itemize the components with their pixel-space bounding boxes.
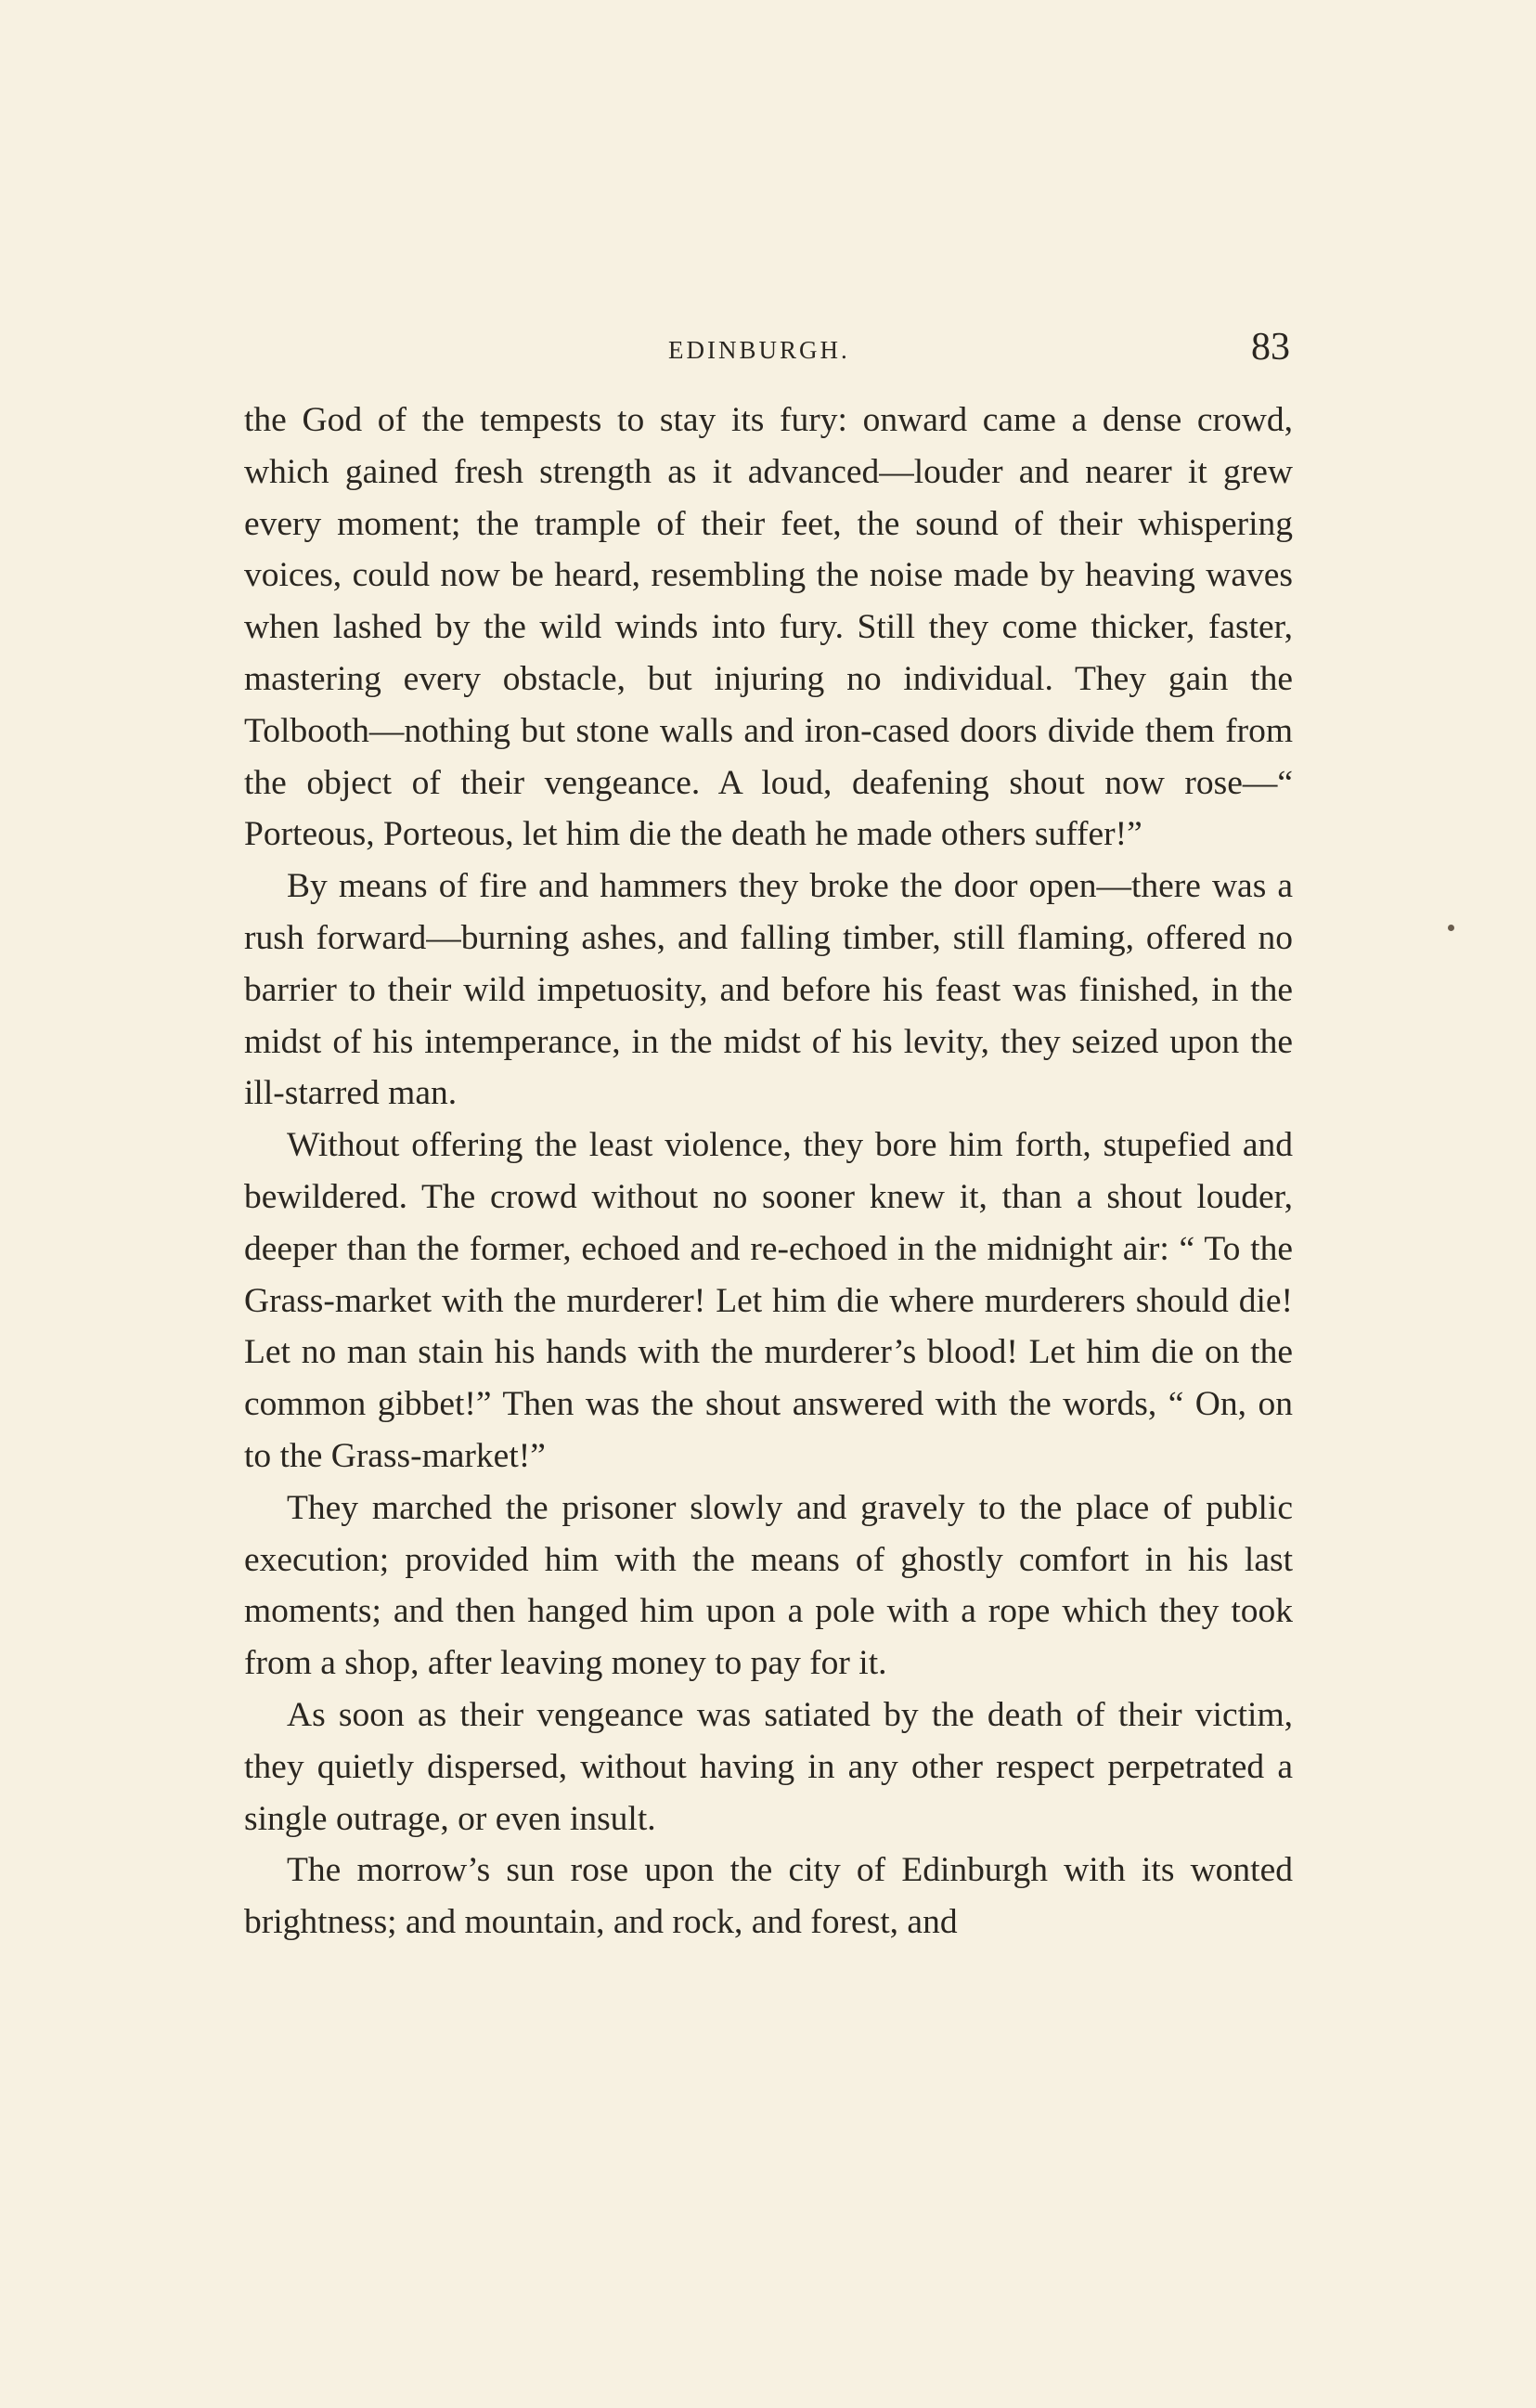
margin-mark [1448,925,1454,931]
paragraph: Without offering the least violence, they bore him forth, stupefied and bewildered. The crowd without no sooner knew it, than a shout louder, deeper than the former, echoed and re-echoed in the midnight air: “ To the Grass-market with the murderer! Let him die where murderers should die! Let no man stain his hands with the murderer’s blood! Let him die on the common gibbet!” Then was the shout answered with the words, “ On, on to the Grass-market!” [244,1126,1293,1475]
running-title: EDINBURGH. [668,336,850,364]
paragraph: The morrow’s sun rose upon the city of Edinburgh with its wonted brightness; and mountain, and rock, and forest, and [244,1851,1293,1942]
page-number: 83 [1251,326,1290,369]
paragraph: the God of the tempests to stay its fury: onward came a dense crowd, which gained fresh strength as it advanced—louder and nearer it grew every moment; the trample of their feet, the sound of their whispering voices, could now be heard, resembling the noise made by heaving waves when lashed by the wild winds into fury. Still they come thicker, faster, mastering every obstacle, but injuring no individual. They gain the Tolbooth—nothing but stone walls and iron-cased doors divide them from the object of their vengeance. A loud, deafening shout now rose—“ Porteous, Porteous, let him die the death he made others suffer!” [244,401,1293,854]
running-head [246,325,1290,381]
paragraph: By means of fire and hammers they broke the door open—there was a rush forward—burning ashes, and falling timber, still flaming, offered no barrier to their wild impetuosity, and before his feast was finished, in the midst of his intemperance, in the midst of his levity, they seized upon the ill-starred man. [244,867,1293,1113]
paragraph: They marched the prisoner slowly and gravely to the place of public execution; provided him with the means of ghostly comfort in his last moments; and then hanged him upon a pole with a rope which they took from a shop, after leaving money to pay for it. [244,1488,1293,1683]
body-text [244,395,1293,1948]
paragraph: As soon as their vengeance was satiated by the death of their victim, they quietly dispersed, without having in any other respect perpetrated a single outrage, or even insult. [244,1695,1293,1838]
